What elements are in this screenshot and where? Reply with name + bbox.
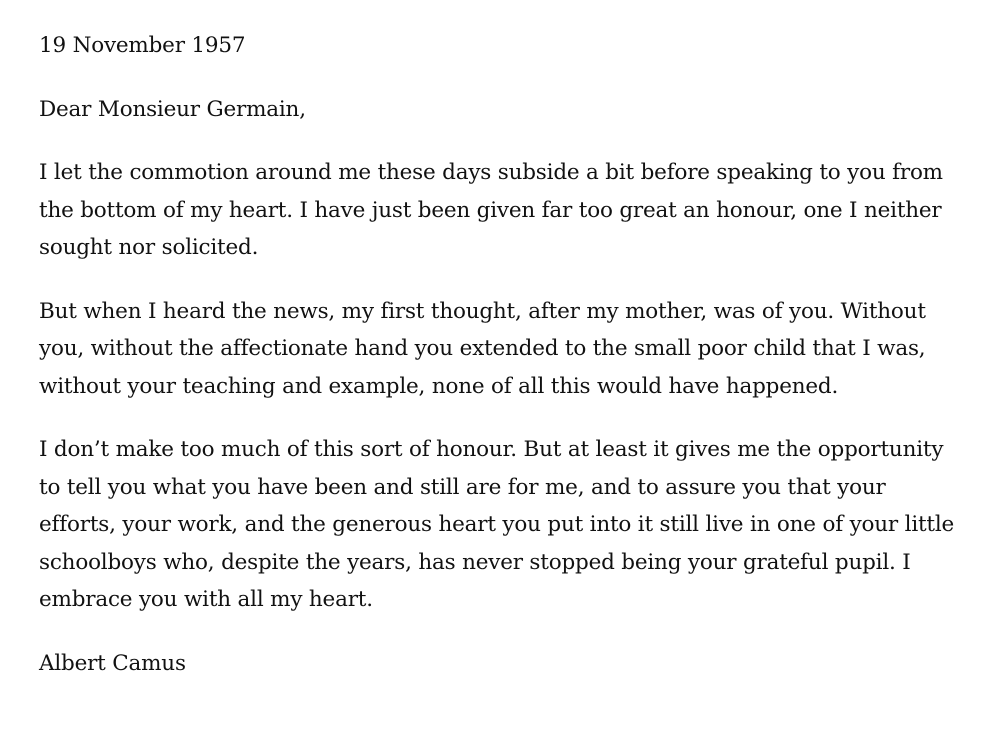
- letter-paragraph-1: I let the commotion around me these days subside a bit before speaking to you from the bottom of my heart. I have just been given far too great an honour, one I neither sought nor solicited.: [39, 160, 943, 260]
- letter-date: 19 November 1957: [39, 33, 246, 58]
- letter-paragraph-3: I don’t make too much of this sort of honour. But at least it gives me the opportunity to tell you what you have been and still are for me, and to assure you that your efforts, your work, and the generous heart you put into it still live in one of your little schoolboys who, despite the years, has never stopped being your grateful pupil. I embrace you with all my heart.: [39, 437, 955, 612]
- letter-body: [39, 27, 964, 682]
- letter-salutation: Dear Monsieur Germain,: [39, 96, 306, 122]
- letter-signature: Albert Camus: [39, 650, 186, 676]
- letter-paragraph-2: But when I heard the news, my first thought, after my mother, was of you. Without you, without the affectionate hand you extended to the small poor child that I was, without your teaching and example, none of all this would have happened.: [39, 298, 926, 399]
